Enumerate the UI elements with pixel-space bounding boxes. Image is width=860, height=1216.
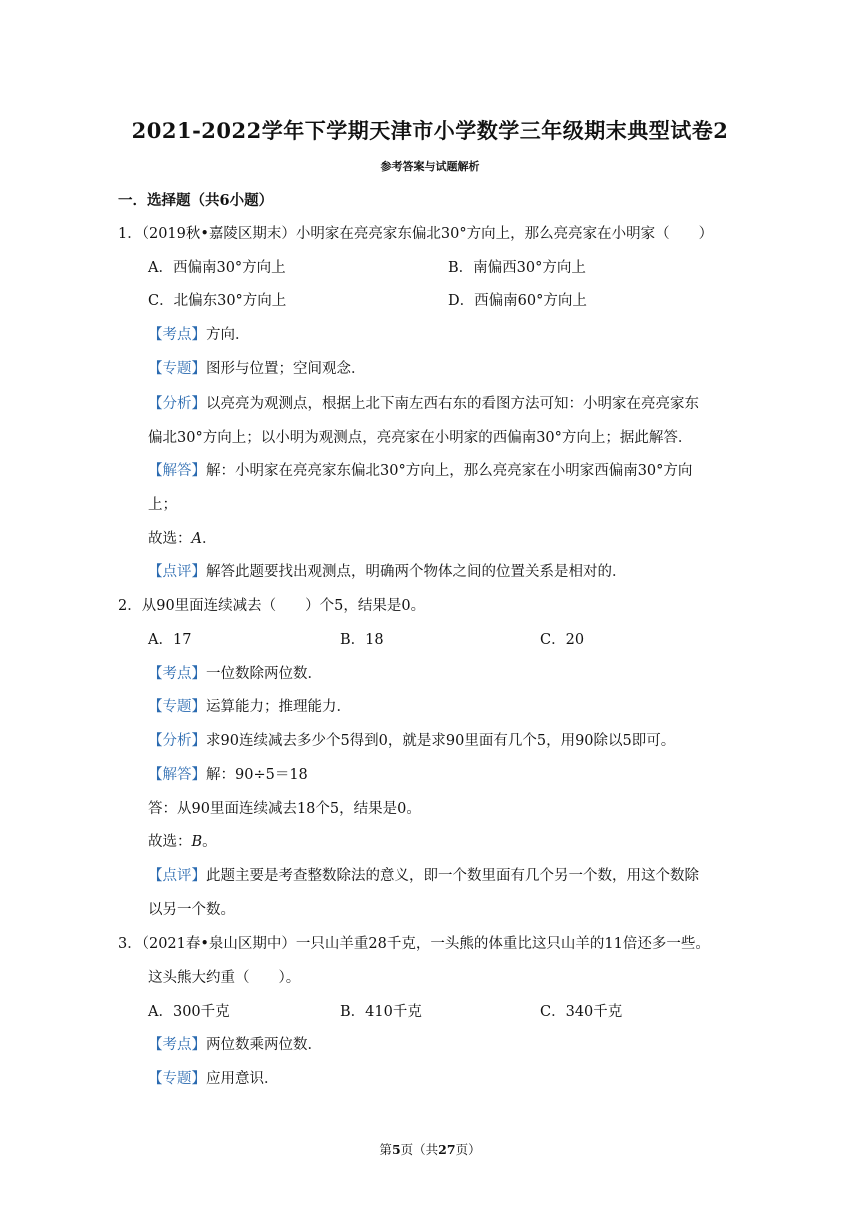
q1-kaodian (148, 325, 250, 345)
q1-jieda-text-2: 上； (148, 497, 177, 513)
q1-choice-suffix: ． (201, 531, 217, 547)
q1-choice-letter: A (191, 531, 202, 547)
dianping-label: 【点评】 (148, 564, 206, 580)
q2-fenxi (148, 731, 675, 751)
q3-kaodian (148, 1035, 322, 1055)
q3-kaodian-text: 两位数乘两位数． (206, 1037, 322, 1053)
q2-choice-suffix: 。 (202, 834, 217, 850)
q3-zhuanti (148, 1069, 279, 1089)
q1-choice (148, 529, 216, 549)
q1-zhuanti-text: 图形与位置；空间观念． (206, 361, 366, 377)
page-subtitle: 参考答案与试题解析 (380, 160, 480, 173)
kaodian-label: 【考点】 (148, 1037, 206, 1053)
q1-fenxi-text-1: 以亮亮为观测点，根据上北下南左西右东的看图方法可知：小明家在亮亮家东 (206, 396, 699, 412)
q2-dianping (148, 866, 699, 886)
q2-jieda-text: 解：90÷5＝18 (206, 767, 308, 783)
q2-dianping-text-2: 以另一个数。 (148, 902, 235, 918)
q1-choice-prefix: 故选： (148, 531, 192, 547)
kaodian-label: 【考点】 (148, 666, 206, 682)
q2-jieda (148, 765, 308, 785)
q2-option-a: A．17 (148, 632, 192, 648)
q2-option-b: B．18 (340, 632, 384, 648)
q2-zhuanti-text: 运算能力；推理能力． (206, 699, 351, 715)
jieda-label: 【解答】 (148, 767, 206, 783)
q2-fenxi-text: 求90连续减去多少个5得到0，就是求90里面有几个5，用90除以5即可。 (206, 733, 676, 749)
q3-option-a: A．300千克 (148, 1004, 230, 1020)
page-title: 2021-2022学年下学期天津市小学数学三年级期末典型试卷2 (131, 118, 729, 143)
q2-zhuanti (148, 697, 351, 717)
footer-middle: 页（共 (400, 1142, 439, 1157)
q2-kaodian (148, 664, 322, 684)
question-1-stem: 1．（2019秋•嘉陵区期末）小明家在亮亮家东偏北30°方向上，那么亮亮家在小明家（ ） (118, 226, 714, 242)
q1-jieda (148, 461, 692, 481)
q1-option-a: A．西偏南30°方向上 (148, 260, 286, 276)
zhuanti-label: 【专题】 (148, 699, 206, 715)
q2-kaodian-text: 一位数除两位数． (206, 666, 322, 682)
question-3-stem-2: 这头熊大约重（ ）。 (148, 970, 301, 986)
dianping-label: 【点评】 (148, 868, 206, 884)
q3-option-b: B．410千克 (340, 1004, 422, 1020)
q1-zhuanti (148, 359, 366, 379)
q1-fenxi (148, 394, 699, 414)
page-footer (0, 1140, 860, 1158)
q2-dianping-text-1: 此题主要是考查整数除法的意义，即一个数里面有几个另一个数，用这个数除 (206, 868, 699, 884)
q2-option-c: C．20 (540, 632, 585, 648)
q1-option-b: B．南偏西30°方向上 (448, 260, 586, 276)
jieda-label: 【解答】 (148, 463, 206, 479)
zhuanti-label: 【专题】 (148, 1071, 206, 1087)
q2-answer: 答：从90里面连续减去18个5，结果是0。 (148, 801, 421, 817)
fenxi-label: 【分析】 (148, 396, 206, 412)
q2-choice-letter: B (191, 834, 203, 850)
q3-option-c: C．340千克 (540, 1004, 623, 1020)
q3-zhuanti-text: 应用意识． (206, 1071, 279, 1087)
footer-page-number: 5 (391, 1142, 401, 1157)
footer-suffix: 页） (455, 1142, 481, 1157)
q1-jieda-text-1: 解：小明家在亮亮家东偏北30°方向上，那么亮亮家在小明家西偏南30°方向 (206, 463, 693, 479)
footer-total-pages: 27 (438, 1142, 456, 1157)
question-2-stem: 2．从90里面连续减去（ ）个5，结果是0。 (118, 598, 426, 614)
q2-choice-prefix: 故选： (148, 834, 192, 850)
question-3-stem: 3．（2021春•泉山区期中）一只山羊重28千克，一头熊的体重比这只山羊的11倍还多一些。 (118, 936, 710, 952)
q1-option-c: C．北偏东30°方向上 (148, 293, 287, 309)
section-heading: 一．选择题（共6小题） (118, 192, 274, 209)
q1-kaodian-text: 方向． (206, 327, 250, 343)
fenxi-label: 【分析】 (148, 733, 206, 749)
q1-dianping (148, 562, 627, 582)
q1-option-d: D．西偏南60°方向上 (448, 293, 587, 309)
q2-choice (148, 832, 217, 852)
zhuanti-label: 【专题】 (148, 361, 206, 377)
q1-dianping-text: 解答此题要找出观测点，明确两个物体之间的位置关系是相对的． (206, 564, 627, 580)
footer-prefix: 第 (379, 1142, 392, 1157)
kaodian-label: 【考点】 (148, 327, 206, 343)
q1-fenxi-text-2: 偏北30°方向上；以小明为观测点，亮亮家在小明家的西偏南30°方向上；据此解答． (148, 430, 693, 446)
